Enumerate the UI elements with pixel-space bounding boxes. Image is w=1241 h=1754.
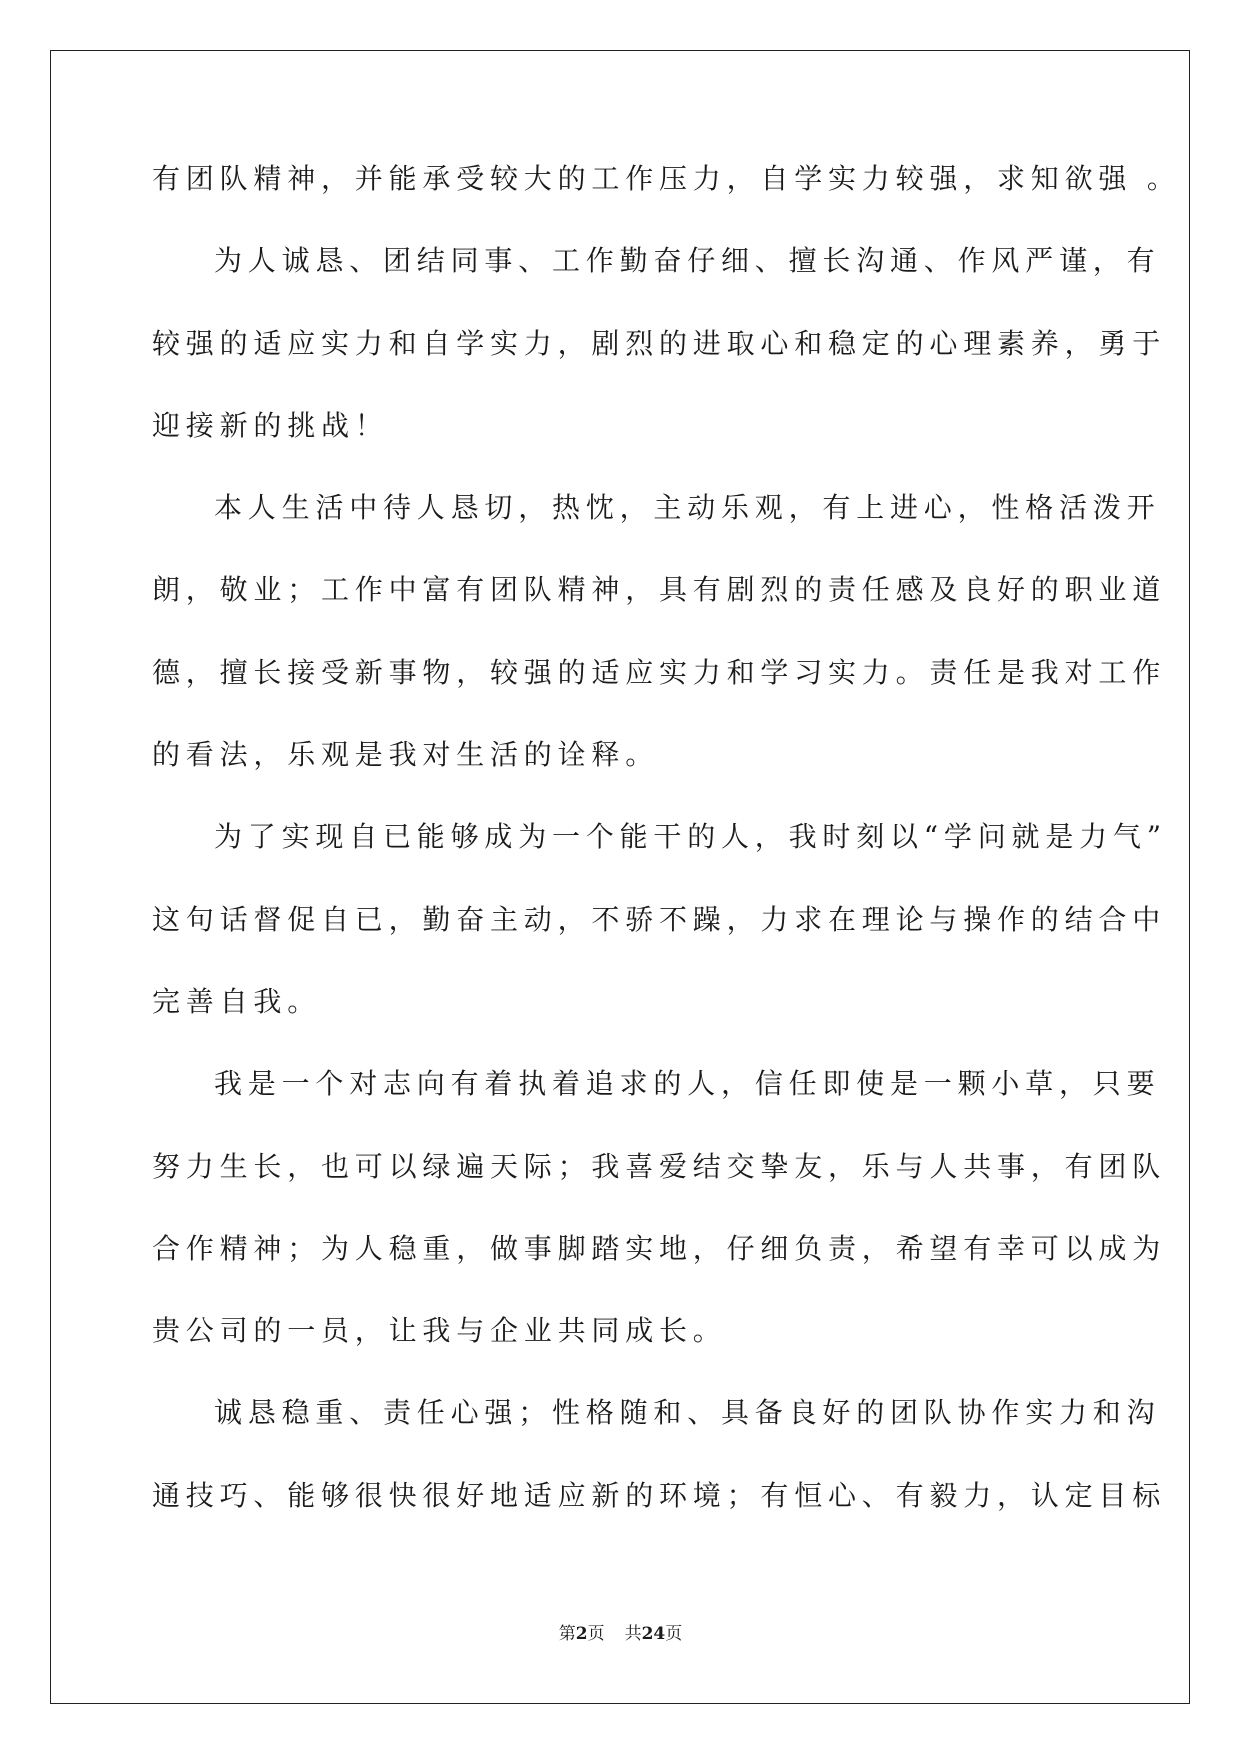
text-line: 有团队精神，并能承受较大的工作压力，自学实力较强，求知欲强 。 (152, 162, 1181, 195)
total-pages: 24 (641, 1624, 666, 1644)
document-body (152, 147, 1181, 1546)
paragraph-start-line: 为人诚恳、团结同事、工作勤奋仔细、擅长沟通、作风严谨，有 (214, 244, 1161, 278)
total-unit: 页 (665, 1624, 683, 1644)
paragraph-start-line: 我是一个对志向有着执着追求的人，信任即使是一颗小草，只要 (214, 1067, 1161, 1101)
total-prefix: 共 (624, 1624, 642, 1644)
text-line: 较强的适应实力和自学实力，剧烈的进取心和稳定的心理素养，勇于 (152, 326, 1167, 360)
text-line: 朗，敬业；工作中富有团队精神，具有剧烈的责任感及良好的职业道 (152, 573, 1167, 607)
paragraph-start-line: 诚恳稳重、责任心强；性格随和、具备良好的团队协作实力和沟 (214, 1396, 1161, 1430)
text-line: 通技巧、能够很快很好地适应新的环境；有恒心、有毅力，认定目标 (152, 1478, 1167, 1512)
paragraph-start-line: 为了实现自已能够成为一个能干的人，我时刻以“学问就是力气” (214, 820, 1167, 854)
text-line: 努力生长，也可以绿遍天际；我喜爱结交挚友，乐与人共事，有团队 (152, 1149, 1167, 1183)
page-number: 2 (575, 1624, 588, 1644)
page-unit: 页 (587, 1624, 605, 1644)
text-line: 完善自我。 (152, 984, 322, 1018)
page-footer (0, 1622, 1241, 1646)
text-line: 这句话督促自已，勤奋主动，不骄不躁，力求在理论与操作的结合中 (152, 902, 1167, 936)
text-line: 德，擅长接受新事物，较强的适应实力和学习实力。责任是我对工作 (152, 655, 1167, 689)
text-line: 迎接新的挑战！ (152, 408, 389, 442)
page-prefix: 第 (558, 1624, 576, 1644)
text-line: 贵公司的一员，让我与企业共同成长。 (152, 1314, 727, 1348)
text-line: 合作精神；为人稳重，做事脚踏实地，仔细负责，希望有幸可以成为 (152, 1231, 1167, 1265)
text-line: 的看法，乐观是我对生活的诠释。 (152, 738, 660, 772)
paragraph-start-line: 本人生活中待人恳切，热忱，主动乐观，有上进心，性格活泼开 (214, 491, 1161, 525)
